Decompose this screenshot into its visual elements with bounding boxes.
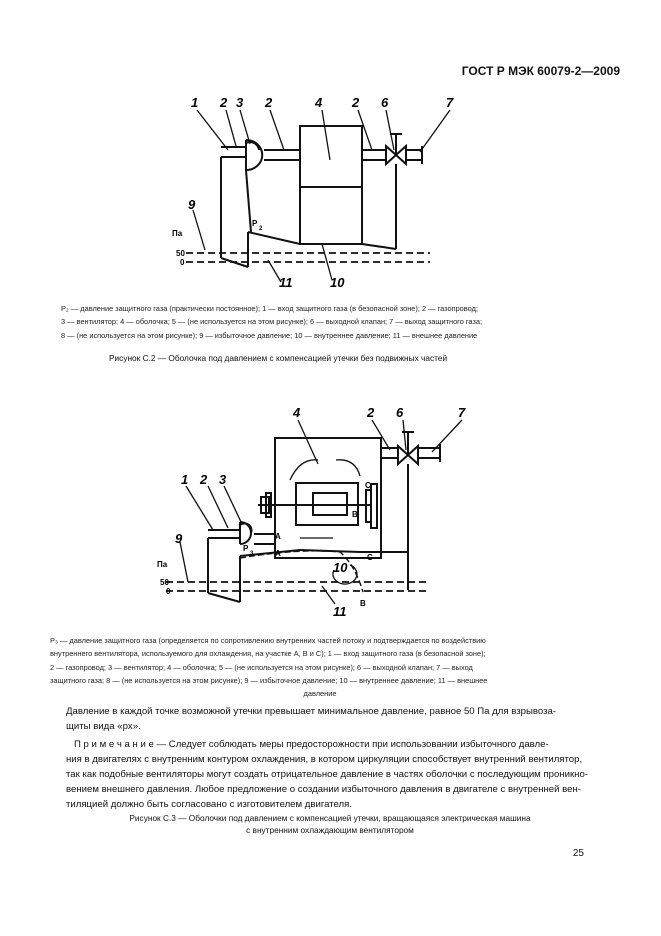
c2-label-pa: Па [172, 229, 183, 238]
c2-label-50: 50 [176, 249, 185, 258]
caption-line: Рисунок С.3 — Оболочки под давлением с компенсацией утечки, вращающаяся электрическая машина [129, 813, 531, 823]
c3-label-b2: B [360, 599, 366, 608]
note-line: ния в двигателях с внутренним контуром охлаждения, в котором циркуляции способствует внутренний вентилятор, [66, 754, 583, 765]
figure-c3-caption [70, 813, 590, 835]
c3-label-p-sub: 3 [250, 551, 254, 557]
page-number: 25 [572, 848, 584, 859]
figure-c3-legend [50, 634, 590, 700]
figure-c3-diagram [0, 390, 661, 630]
c3-label-a2: A [275, 549, 281, 558]
c3-label-6: 6 [396, 405, 404, 420]
c3-label-b1: B [352, 510, 358, 519]
c3-label-4: 4 [293, 405, 301, 420]
c3-label-pa: Па [157, 560, 168, 569]
c3-label-c1: C [365, 481, 371, 490]
legend-line: P₃ — давление защитного газа (определяется по сопротивлению внутренних частей потоку и подтверждается по воздействию [50, 636, 486, 645]
c3-label-1: 1 [181, 472, 189, 487]
c3-label-10: 10 [333, 560, 348, 575]
figure-c2-diagram [0, 0, 661, 300]
c2-label-10: 10 [330, 275, 345, 290]
c3-label-50: 50 [160, 578, 169, 587]
c3-label-0: 0 [166, 587, 171, 596]
c2-label-2c: 2 [352, 95, 360, 110]
legend-line: внутреннего вентилятора, используемого для охлаждения, на участке А, В и С); 1 — вход защитного газа (в безопасной зоне); [50, 649, 486, 659]
c2-label-0: 0 [180, 258, 185, 267]
legend-line: 3 — вентилятор; 4 — оболочка; 5 — (не используется на этом рисунке); 6 — выходной клапан; 7 — выход защитного газа; [61, 317, 482, 327]
c3-label-a1: A [275, 532, 281, 541]
c3-label-3: 3 [219, 472, 227, 487]
legend-line: давление [303, 689, 337, 699]
c2-label-3: 3 [236, 95, 244, 110]
c2-label-p-sub: 2 [259, 226, 263, 232]
paragraph-line: Давление в каждой точке возможной утечки превышает минимальное давление, равное 50 Па для взрывоза- [66, 706, 556, 717]
note-line: П р и м е ч а н и е — Следует соблюдать меры предосторожности при использовании избыточного давле- [74, 739, 549, 750]
c2-label-7: 7 [446, 95, 454, 110]
body-paragraph [66, 704, 596, 734]
c2-label-2b: 2 [265, 95, 273, 110]
c3-label-2b: 2 [200, 472, 208, 487]
paragraph-line: щиты вида «px». [66, 721, 141, 732]
legend-line: 2 — газопровод; 3 — вентилятор; 4 — оболочка; 5 — (не используется на этом рисунке); 6 — выходной клапан; 7 — выход [50, 662, 473, 672]
note-line: тиляцией должно быть согласовано с изготовителем двигателя. [66, 799, 353, 810]
c3-label-9: 9 [175, 531, 183, 546]
c3-label-c2: C [367, 553, 373, 562]
figure-c2-caption: Рисунок С.2 — Оболочка под давлением с компенсацией утечки без подвижных частей [109, 353, 448, 363]
c3-label-2a: 2 [367, 405, 375, 420]
c2-label-p: P [252, 219, 258, 228]
legend-line: защитного газа; 8 — (не используется на этом рисунке); 9 — избыточное давление; 10 — внутреннее давление; 11 — внешнее [50, 675, 488, 685]
c3-label-11: 11 [333, 604, 347, 619]
note-block [66, 737, 596, 812]
c2-label-2a: 2 [220, 95, 228, 110]
c2-label-1: 1 [191, 95, 199, 110]
figure-c2-legend [61, 302, 581, 342]
c3-label-p: P [243, 544, 249, 553]
c2-label-11: 11 [279, 275, 293, 290]
c3-label-7: 7 [458, 405, 466, 420]
note-line: вением внешнего давления. Любое предложение о создании избыточного давления в двигателе с внутренней вен- [66, 784, 581, 795]
legend-line: 8 — (не используется на этом рисунке); 9 — избыточное давление; 10 — внутреннее давление; 11 — внешнее давление [61, 330, 478, 340]
legend-line: P₂ — давление защитного газа (практически постоянное); 1 — вход защитного газа (в безопасной зоне); 2 — газопровод; [61, 304, 478, 313]
c2-label-9: 9 [188, 197, 196, 212]
caption-line: с внутренним охлаждающим вентилятором [246, 825, 414, 835]
c2-label-4: 4 [315, 95, 323, 110]
c2-label-6: 6 [381, 95, 389, 110]
document-header: ГОСТ Р МЭК 60079-2—2009 [461, 64, 620, 78]
note-line: так как подобные вентиляторы могут создать отрицательное давление в частях оболочки с последующим проникно- [66, 769, 588, 780]
